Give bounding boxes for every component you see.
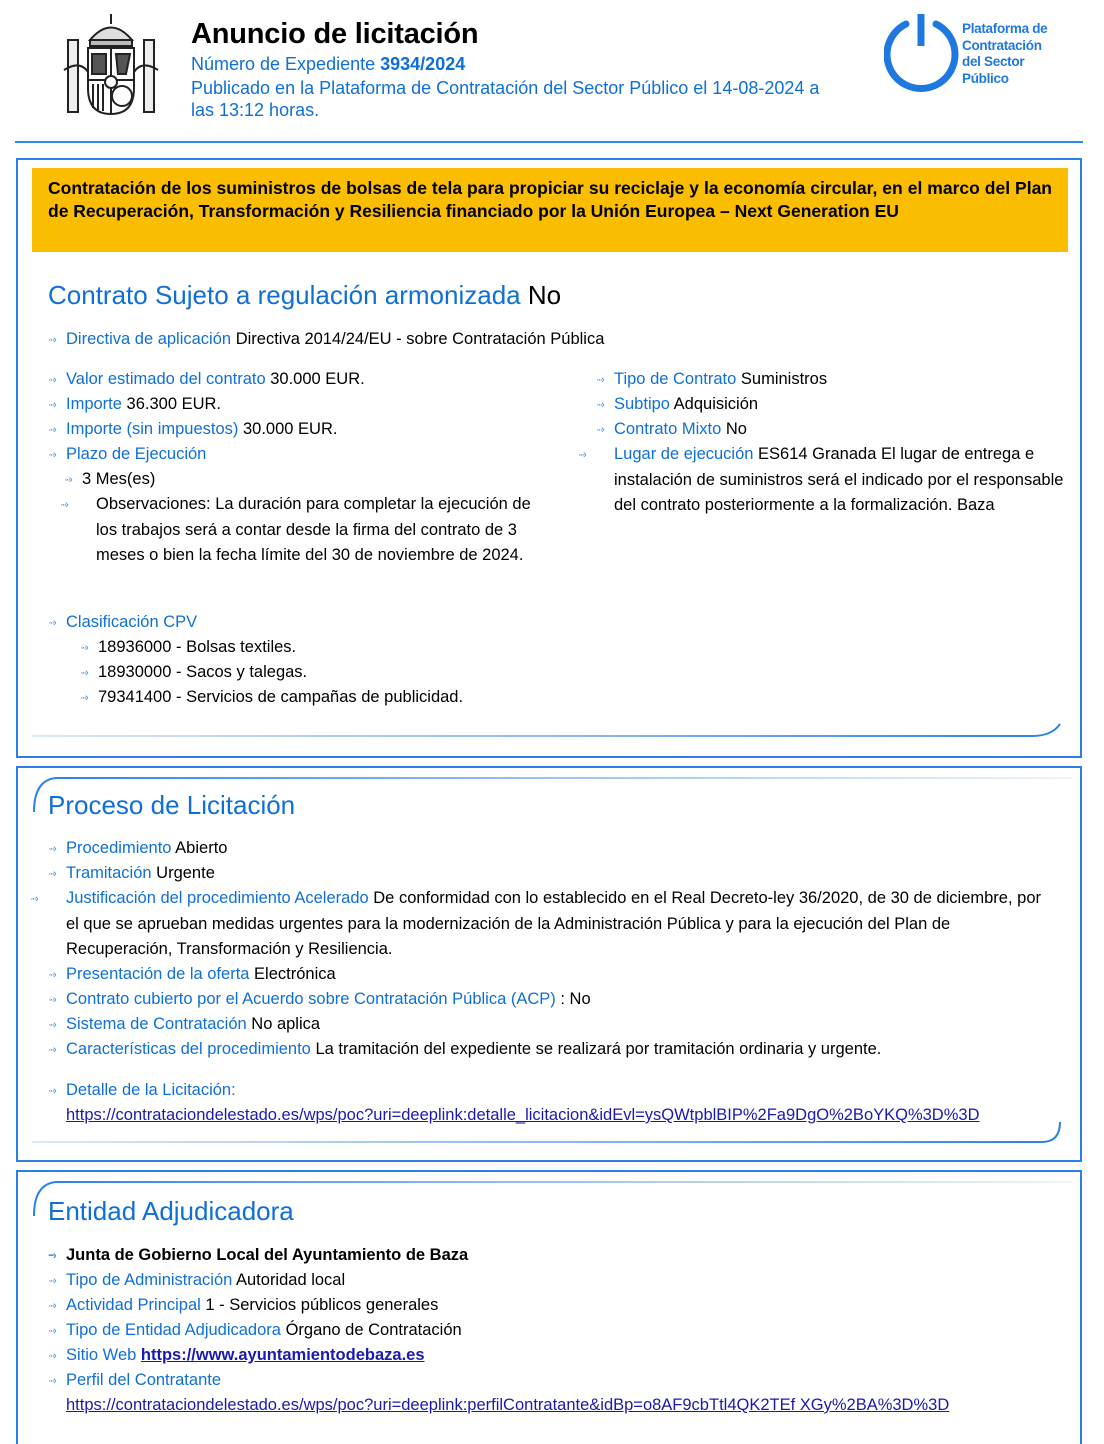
expediente-value: 3934/2024 [380,54,466,74]
expediente-label: Número de Expediente [191,54,376,74]
field-value: 1 - Servicios públicos generales [205,1296,439,1314]
field-label: Detalle de la Licitación: [66,1081,236,1099]
field-directiva [48,327,604,353]
field-label: Tipo de Entidad Adjudicadora [66,1321,281,1339]
field-value: Abierto [175,839,228,857]
field-label: Actividad Principal [66,1296,201,1314]
field-label: Presentación de la oferta [66,965,250,983]
field-label: Subtipo [614,395,670,413]
field-acp [48,987,591,1013]
field-importe [48,392,221,418]
arrow-icon: ···› [48,1250,55,1262]
arrow-icon: ···› [48,994,55,1006]
field-valor-estimado [48,367,365,393]
entity-heading: Entidad Adjudicadora [48,1196,294,1226]
field-label: Clasificación CPV [66,613,198,631]
logo-line: Público [962,70,1009,86]
field-value: Directiva 2014/24/EU - sobre Contratación Pública [235,330,605,348]
arrow-icon: ···› [48,617,55,629]
detalle-licitacion-link[interactable]: https://contrataciondelestado.es/wps/poc?uri=deeplink:detalle_licitacion&idEvl=ysQWtpblBIP%2Fa9DgO%2BoYKQ%3D%3D [66,1106,980,1124]
field-value: 36.300 EUR. [126,395,222,413]
field-tramitacion [48,861,215,887]
field-value: Autoridad local [236,1271,346,1289]
field-label: Tipo de Administración [66,1271,233,1289]
field-value: 30.000 EUR. [270,370,365,388]
field-value: 30.000 EUR. [242,420,338,438]
field-value: No [725,420,747,438]
field-label: Importe [66,395,122,413]
arrow-icon: ···› [48,374,55,386]
page-title: Anuncio de licitación [191,18,479,50]
contract-panel [16,158,1082,758]
arrow-icon: ···› [80,667,87,679]
entity-panel [16,1170,1082,1444]
field-procedimiento [48,836,227,862]
field-value: Órgano de Contratación [285,1321,462,1339]
field-tipo-administracion [48,1268,345,1294]
logo-line: del Sector [962,54,1025,69]
arrow-icon: ···› [48,1275,55,1287]
field-label: Justificación del procedimiento Acelerado [66,889,369,907]
cpv-item [80,635,296,661]
field-label: Tipo de Contrato [614,370,737,388]
plazo-duration [64,467,155,493]
field-label: Procedimiento [66,839,172,857]
panel-bottom-swoosh [32,1120,1062,1146]
field-label: Perfil del Contratante [66,1371,222,1389]
logo-line: Plataforma de [962,21,1048,36]
field-value: Urgente [156,864,215,882]
arrow-icon: ···› [48,843,55,855]
arrow-icon: ···› [48,1019,55,1031]
arrow-icon: ···› [48,399,55,411]
harmonized-value: No [527,280,562,310]
entity-name [48,1243,468,1269]
panel-bottom-swoosh [32,722,1062,742]
arrow-icon: ···› [80,692,87,704]
field-label: Características del procedimiento [66,1040,311,1058]
logo-line: Contratación [962,37,1042,53]
profile-link-row [66,1393,949,1418]
arrow-icon: ···› [48,449,55,461]
field-value: La tramitación del expediente se realizará por tramitación ordinaria y urgente. [315,1040,882,1058]
publication-line-2: las 13:12 horas. [191,100,320,120]
field-tipo-contrato [596,367,827,393]
field-presentacion-oferta [48,962,336,988]
field-actividad-principal [48,1293,438,1319]
arrow-icon: ···› [578,449,585,461]
cpv-code: 79341400 - Servicios de campañas de publicidad. [98,688,464,706]
cpv-code: 18936000 - Bolsas textiles. [98,638,297,656]
publication-line-1: Publicado en la Plataforma de Contratación del Sector Público el 14-08-2024 a [191,78,820,98]
arrow-icon: ···› [48,1300,55,1312]
field-label: Importe (sin impuestos) [66,420,239,438]
plazo-observaciones [60,492,540,568]
arrow-icon: ···› [48,969,55,981]
field-value: ES614 Granada El lugar de entrega e instalación de suministros será el indicado por el responsable del contrato posteriormente a la formalización. Baza [614,445,1064,514]
field-sitio-web [48,1343,425,1369]
arrow-icon: ···› [48,334,55,346]
arrow-icon: ···› [80,642,87,654]
entity-name-value: Junta de Gobierno Local del Ayuntamiento de Baza [66,1246,469,1264]
arrow-icon: ···› [48,1085,55,1097]
arrow-icon: ···› [60,499,67,511]
field-caracteristicas [48,1037,881,1063]
arrow-icon: ···› [48,1325,55,1337]
arrow-icon: ···› [30,893,37,905]
field-value: Observaciones: La duración para completar la ejecución de los trabajos será a contar desde la firma del contrato de 3 meses o bien la fecha límite del 30 de noviembre de 2024. [96,495,531,564]
perfil-contratante-link[interactable]: https://contrataciondelestado.es/wps/poc?uri=deeplink:perfilContratante&idBp=o8AF9cbTtl4QK2TEf XGy%2BA%3D%3D [66,1396,950,1414]
field-label: Lugar de ejecución [614,445,754,463]
field-justificacion [30,886,1058,962]
arrow-icon: ···› [48,1350,55,1362]
field-value: : No [560,990,591,1008]
field-value: Adquisición [673,395,759,413]
field-label: Valor estimado del contrato [66,370,266,388]
harmonized-regulation-heading [48,280,561,311]
field-label: Sitio Web [66,1346,137,1364]
cpv-item [80,685,463,711]
process-heading: Proceso de Licitación [48,790,296,820]
contract-title-banner: Contratación de los suministros de bolsas de tela para propiciar su reciclaje y la economía circular, en el marco del Plan de Recuperación, Transformación y Resiliencia financiado por la Unión Europea – Next Generation EU [32,168,1068,252]
field-plazo-ejecucion [48,442,206,468]
field-importe-sin-impuestos [48,417,337,443]
cpv-item [80,660,307,686]
page-header [0,0,1104,145]
field-subtipo [596,392,758,418]
field-label: Tramitación [66,864,152,882]
field-value: Electrónica [254,965,336,983]
field-value: Suministros [740,370,828,388]
header-divider [15,141,1083,143]
field-value: De conformidad con lo establecido en el Real Decreto-ley 36/2020, de 30 de diciembre, por el que se aprueban medidas urgentes para la modernización de la Administración Pública y para la ejecución del Plan de Recuperación, Transformación y Resiliencia. [66,889,1041,958]
arrow-icon: ···› [596,424,603,436]
arrow-icon: ···› [48,868,55,880]
arrow-icon: ···› [48,1375,55,1387]
field-contrato-mixto [596,417,747,443]
field-label: Contrato Mixto [614,420,722,438]
field-label: Contrato cubierto por el Acuerdo sobre Contratación Pública (ACP) [66,990,556,1008]
process-panel [16,766,1082,1162]
field-label: Directiva de aplicación [66,330,232,348]
arrow-icon: ···› [64,474,71,486]
field-sistema-contratacion [48,1012,320,1038]
platform-logo-text [962,21,1047,87]
arrow-icon: ···› [48,1044,55,1056]
expediente-number [191,54,465,75]
arrow-icon: ···› [48,424,55,436]
website-link[interactable]: https://www.ayuntamientodebaza.es [140,1346,425,1364]
field-tipo-entidad [48,1318,462,1344]
arrow-icon: ···› [596,374,603,386]
cpv-code: 18930000 - Sacos y talegas. [98,663,308,681]
field-label: Sistema de Contratación [66,1015,247,1033]
field-value: No aplica [251,1015,321,1033]
coat-of-arms-icon [60,10,162,120]
field-label: Plazo de Ejecución [66,445,207,463]
harmonized-label: Contrato Sujeto a regulación armonizada [48,280,521,310]
field-value: 3 Mes(es) [82,470,156,488]
field-detalle-licitacion [48,1078,236,1104]
field-perfil-contratante [48,1368,221,1394]
field-cpv [48,610,197,636]
publication-info [191,77,881,121]
arrow-icon: ···› [596,399,603,411]
field-lugar-ejecucion [578,442,1072,518]
